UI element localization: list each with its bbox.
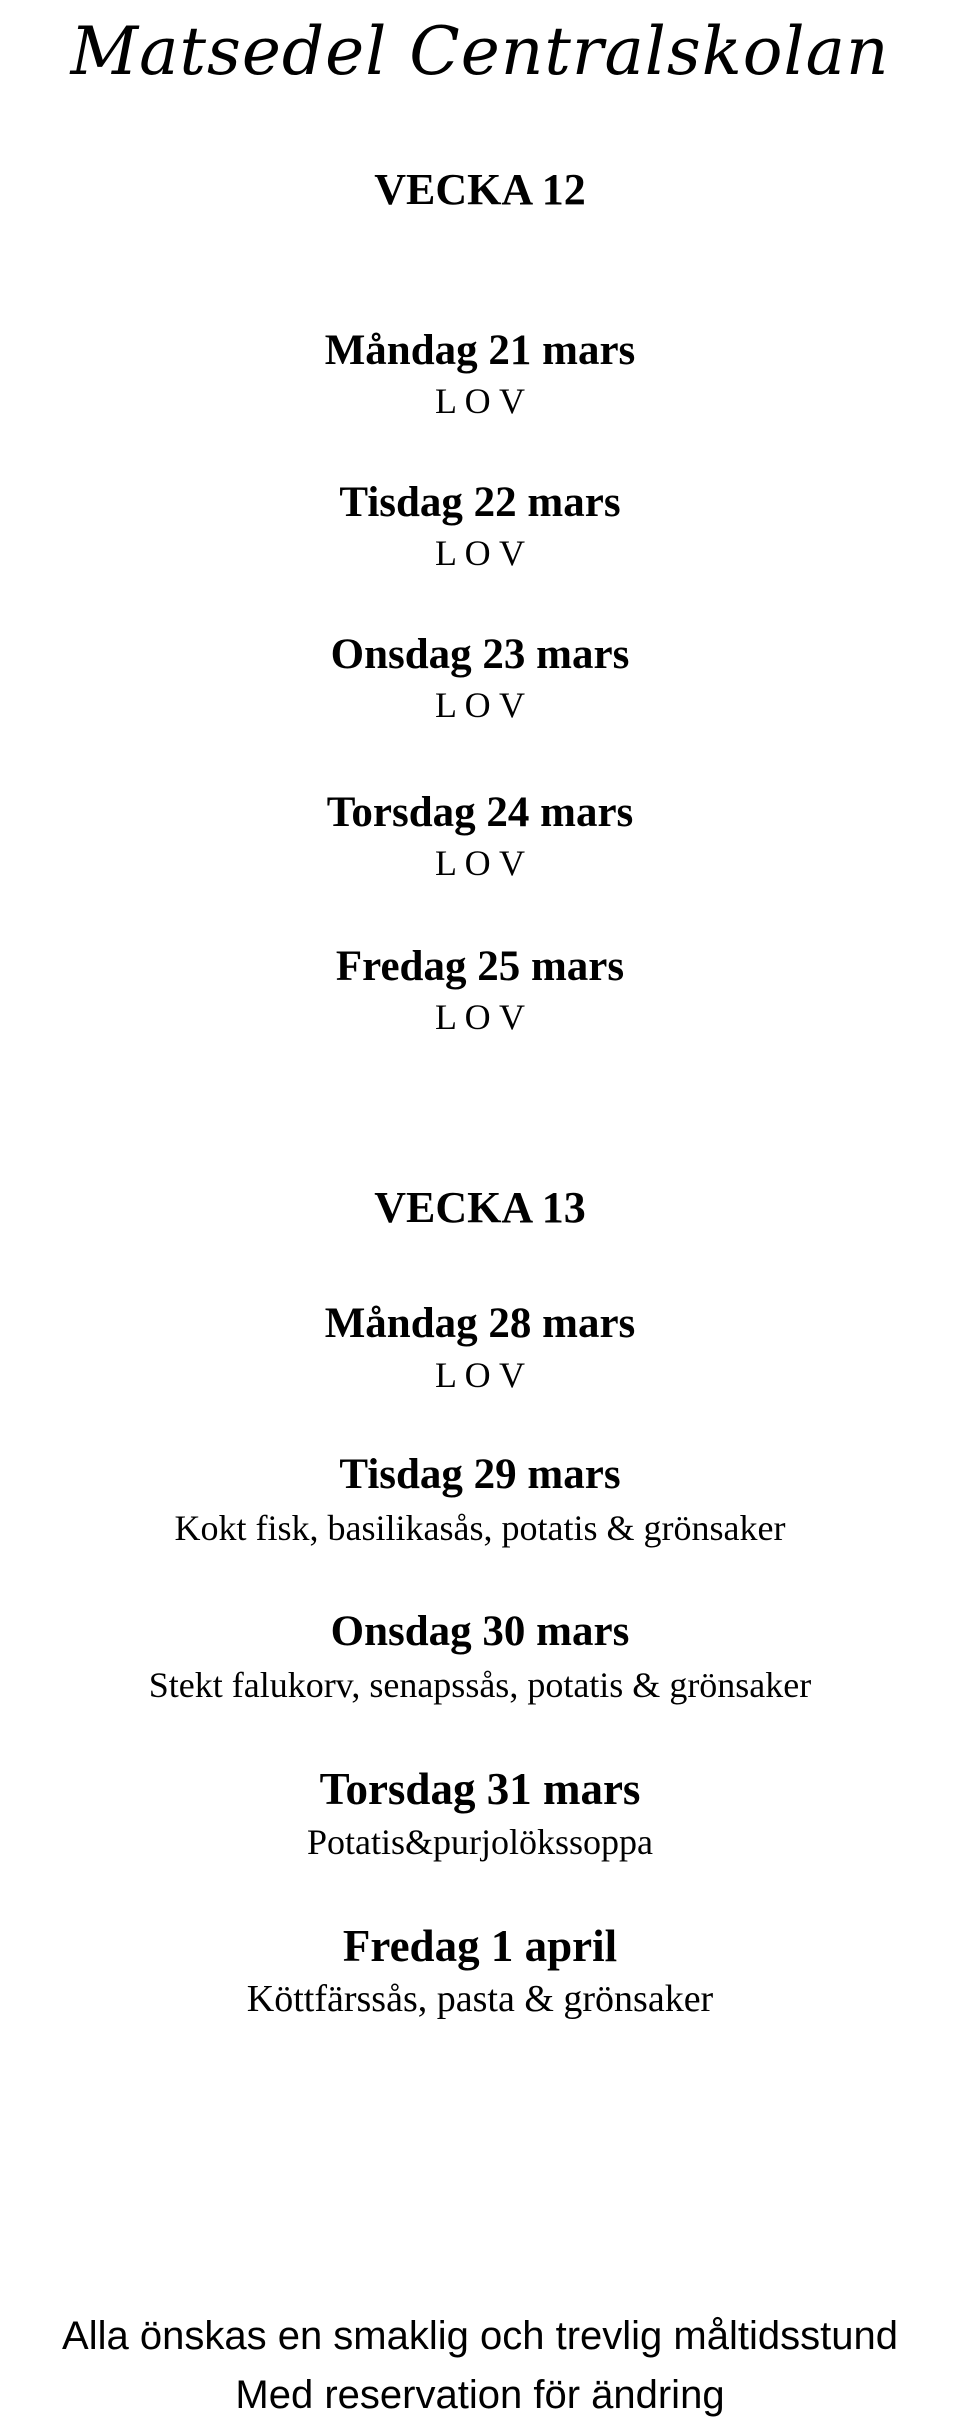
day-meal: L O V bbox=[435, 685, 525, 725]
day-heading: Fredag 1 april bbox=[342, 1921, 618, 1971]
day-meal: Stekt falukorv, senapssås, potatis & grönsaker bbox=[148, 1665, 812, 1705]
day-heading: Tisdag 22 mars bbox=[339, 479, 621, 526]
day-meal: Köttfärssås, pasta & grönsaker bbox=[246, 1978, 714, 2020]
day-heading: Torsdag 24 mars bbox=[326, 789, 634, 836]
day-meal: Potatis&purjolökssoppa bbox=[306, 1822, 653, 1862]
day-heading: Torsdag 31 mars bbox=[319, 1764, 641, 1814]
footer-greeting: Alla önskas en smaklig och trevlig måltidsstund bbox=[62, 2314, 898, 2358]
week-heading-12: VECKA 12 bbox=[374, 165, 586, 214]
week-heading-13: VECKA 13 bbox=[374, 1183, 586, 1232]
day-heading: Onsdag 30 mars bbox=[330, 1608, 630, 1655]
day-heading: Måndag 21 mars bbox=[324, 327, 636, 374]
page-title: Matsedel Centralskolan bbox=[70, 13, 890, 90]
day-heading: Onsdag 23 mars bbox=[330, 631, 630, 678]
day-meal: L O V bbox=[435, 533, 525, 573]
day-meal: L O V bbox=[435, 1355, 525, 1395]
footer-disclaimer: Med reservation för ändring bbox=[235, 2373, 725, 2417]
day-meal: L O V bbox=[435, 381, 525, 421]
day-heading: Måndag 28 mars bbox=[324, 1300, 636, 1347]
day-heading: Tisdag 29 mars bbox=[339, 1451, 621, 1498]
day-meal: L O V bbox=[435, 997, 525, 1037]
day-meal: Kokt fisk, basilikasås, potatis & grönsaker bbox=[174, 1508, 786, 1548]
day-meal: L O V bbox=[435, 843, 525, 883]
day-heading: Fredag 25 mars bbox=[335, 943, 625, 990]
